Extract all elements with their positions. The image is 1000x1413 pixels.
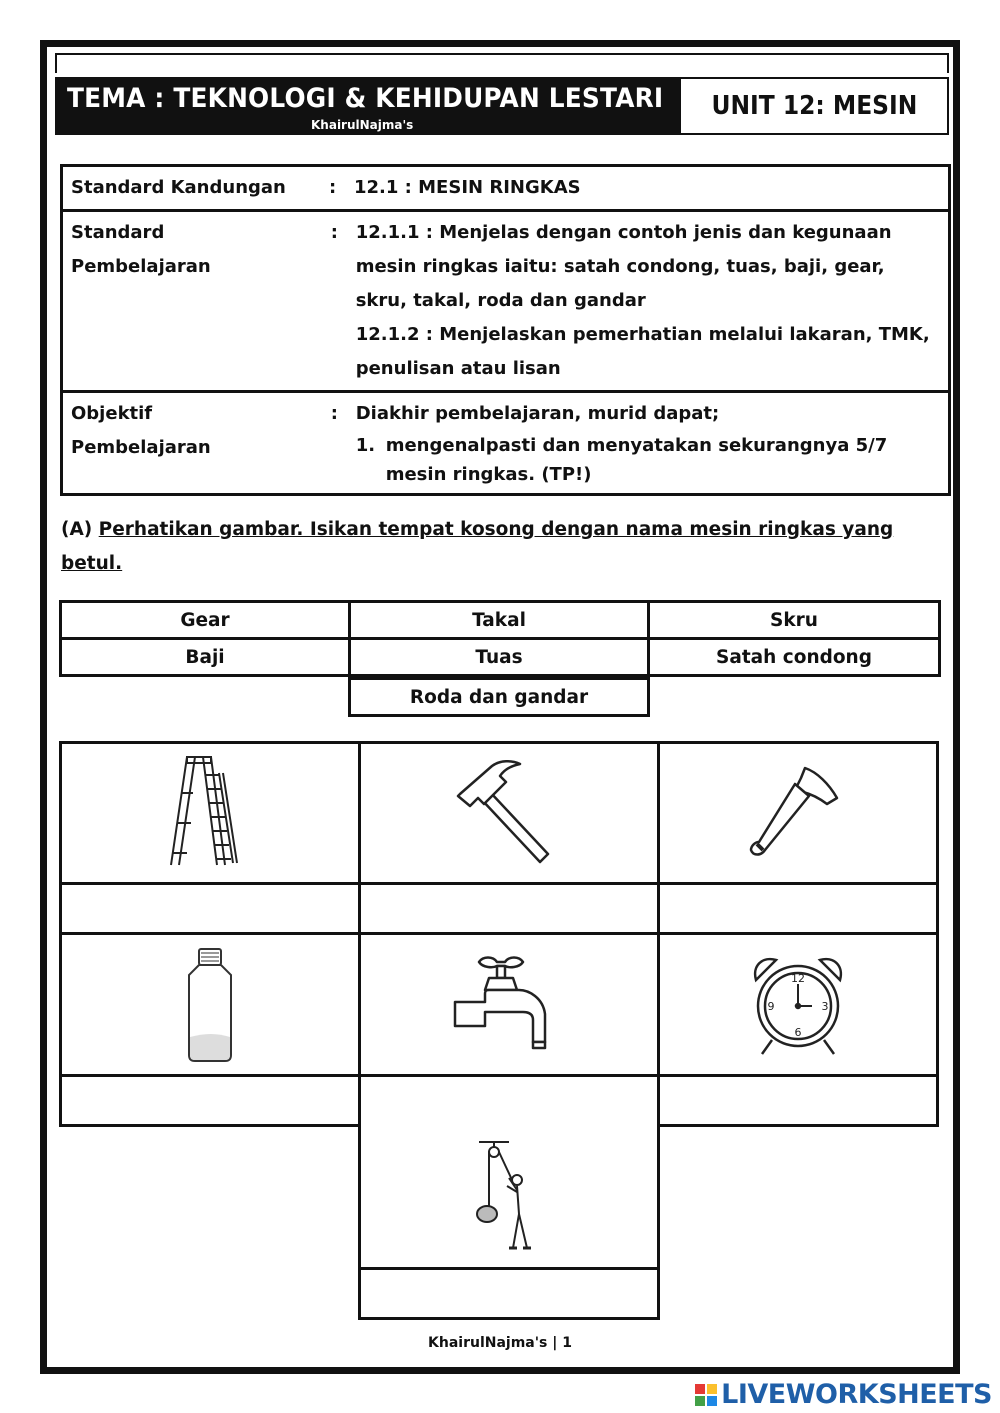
objektif-row bbox=[63, 393, 948, 493]
standard-line-2: 12.1.2 : Menjelaskan pemerhatian melalui lakaran, TMK, penulisan atau lisan bbox=[355, 324, 930, 379]
theme-title: TEMA : TEKNOLOGI & KEHIDUPAN LESTARI bbox=[67, 83, 664, 114]
objektif-item-text: mengenalpasti dan menyatakan sekurangnya 5/7 mesin ringkas. (TP!) bbox=[385, 435, 888, 485]
picture-cell-axe bbox=[657, 741, 939, 885]
picture-cell-hammer bbox=[358, 741, 660, 885]
page-footer: KhairulNajma's | 1 bbox=[428, 1335, 572, 1351]
standard-pembelajaran-row bbox=[63, 212, 948, 393]
standard-pembelajaran-label: Standard Pembelajaran bbox=[71, 222, 211, 277]
objektif-item-number: 1. bbox=[355, 435, 376, 456]
objektif-label: Objektif Pembelajaran bbox=[71, 403, 211, 458]
word-bank-item[interactable]: Satah condong bbox=[647, 637, 941, 677]
answer-box[interactable] bbox=[358, 1267, 660, 1320]
answer-box[interactable] bbox=[358, 1074, 660, 1127]
colon: : bbox=[330, 403, 338, 424]
word-bank bbox=[59, 600, 941, 720]
bottle-icon bbox=[175, 945, 245, 1065]
word-bank-item[interactable]: Roda dan gandar bbox=[348, 677, 650, 717]
standard-kandungan-row bbox=[63, 167, 948, 212]
section-prefix: (A) bbox=[61, 519, 99, 540]
hammer-icon bbox=[454, 758, 564, 868]
standards-table bbox=[60, 164, 951, 496]
word-bank-item[interactable]: Takal bbox=[348, 600, 650, 640]
clock-number-3: 3 bbox=[821, 999, 829, 1013]
liveworksheets-brand bbox=[695, 1379, 992, 1410]
standard-kandungan-value: 12.1 : MESIN RINGKAS bbox=[354, 177, 581, 198]
instruction-text: Perhatikan gambar. Isikan tempat kosong dengan nama mesin ringkas yang betul. bbox=[61, 519, 894, 574]
word-bank-item[interactable]: Gear bbox=[59, 600, 351, 640]
pulley-man-icon bbox=[469, 1136, 549, 1256]
picture-cell-clock bbox=[657, 932, 939, 1077]
objektif-item bbox=[356, 431, 940, 489]
header-unit-block bbox=[681, 79, 947, 133]
brand-name: LIVEWORKSHEETS bbox=[721, 1379, 992, 1410]
standard-kandungan-label: Standard Kandungan bbox=[71, 177, 286, 198]
answer-box[interactable] bbox=[59, 1074, 361, 1127]
word-bank-item[interactable]: Skru bbox=[647, 600, 941, 640]
standard-pembelajaran-value bbox=[356, 212, 948, 390]
answer-box[interactable] bbox=[657, 1074, 939, 1127]
axe-icon bbox=[743, 758, 853, 868]
objektif-intro: Diakhir pembelajaran, murid dapat; bbox=[355, 403, 720, 424]
standard-line-1: 12.1.1 : Menjelas dengan contoh jenis dan kegunaan mesin ringkas iaitu: satah condong, tuas, baji, gear, skru, takal, roda dan gandar bbox=[355, 222, 892, 311]
word-bank-item[interactable]: Tuas bbox=[348, 637, 650, 677]
header-theme-block bbox=[57, 79, 681, 133]
picture-cell-pulley bbox=[358, 1124, 660, 1270]
clock-number-12: 12 bbox=[791, 971, 805, 985]
picture-cell-ladder bbox=[59, 741, 361, 885]
worksheet-page bbox=[40, 40, 960, 1374]
answer-box[interactable] bbox=[358, 882, 660, 935]
ladder-icon bbox=[165, 753, 255, 873]
unit-title: UNIT 12: MESIN bbox=[711, 91, 917, 121]
top-frame-line bbox=[55, 53, 949, 73]
picture-cell-tap bbox=[358, 932, 660, 1077]
alarm-clock-icon bbox=[738, 950, 858, 1060]
author-credit: KhairulNajma's bbox=[311, 118, 414, 132]
header-bar bbox=[55, 77, 949, 135]
clock-number-9: 9 bbox=[767, 999, 775, 1013]
answer-box[interactable] bbox=[59, 882, 361, 935]
section-a-instruction bbox=[61, 513, 921, 581]
answer-box[interactable] bbox=[657, 882, 939, 935]
picture-cell-bottle bbox=[59, 932, 361, 1077]
objektif-value bbox=[356, 393, 948, 493]
word-bank-item[interactable]: Baji bbox=[59, 637, 351, 677]
liveworksheets-logo-icon bbox=[695, 1384, 717, 1406]
clock-number-6: 6 bbox=[794, 1025, 802, 1039]
tap-icon bbox=[449, 950, 569, 1060]
colon: : bbox=[329, 177, 337, 198]
colon: : bbox=[330, 222, 338, 243]
